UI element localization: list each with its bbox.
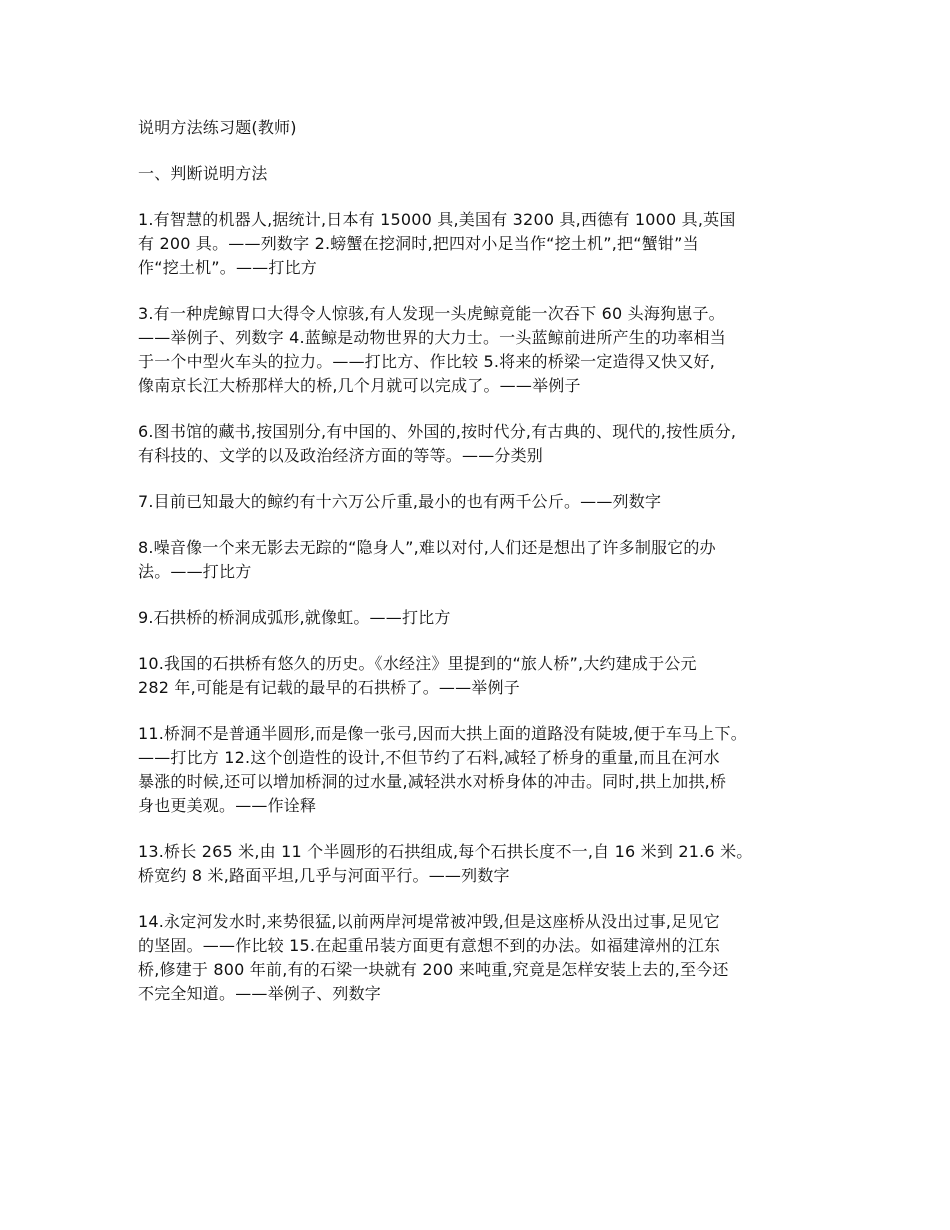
paragraph-line: 身也更美观。——作诠释 [138,796,317,815]
paragraph [138,490,820,514]
paragraph-line: 13.桥长 265 米,由 11 个半圆形的石拱组成,每个石拱长度不一,自 16 米到 21.6 米。 [138,842,753,861]
paragraph [138,420,820,468]
paragraph-line: 法。——打比方 [138,562,252,581]
paragraph-line: 14.永定河发水时,来势很猛,以前两岸河堤常被冲毁,但是这座桥从没出过事,足见它 [138,912,720,931]
paragraph [138,536,820,584]
paragraph-line: 桥,修建于 800 年前,有的石梁一块就有 200 来吨重,究竟是怎样安装上去的,至今还 [138,960,729,979]
paragraph-line: 3.有一种虎鲸胃口大得令人惊骇,有人发现一头虎鲸竟能一次吞下 60 头海狗崽子。 [138,304,725,323]
paragraph-line: 有 200 具。——列数字 2.螃蟹在挖洞时,把四对小足当作“挖土机”,把“蟹钳”当 [138,234,699,253]
paragraph-line: ——举例子、列数字 4.蓝鲸是动物世界的大力士。一头蓝鲸前进所产生的功率相当 [138,328,726,347]
paragraph-line: 的坚固。——作比较 15.在起重吊装方面更有意想不到的办法。如福建漳州的江东 [138,936,721,955]
paragraph [138,208,820,280]
paragraph [138,302,820,398]
paragraph-line: 不完全知道。——举例子、列数字 [138,984,382,1003]
paragraph-line: 9.石拱桥的桥洞成弧形,就像虹。——打比方 [138,608,451,627]
paragraph-line: 8.噪音像一个来无影去无踪的“隐身人”,难以对付,人们还是想出了许多制服它的办 [138,538,716,557]
paragraph-line: 暴涨的时候,还可以增加桥洞的过水量,减轻洪水对桥身体的冲击。同时,拱上加拱,桥 [138,772,727,791]
paragraph-line: 10.我国的石拱桥有悠久的历史。《水经注》里提到的“旅人桥”,大约建成于公元 [138,654,697,673]
paragraph-line: 作“挖土机”。——打比方 [138,258,317,277]
paragraph-line: 7.目前已知最大的鲸约有十六万公斤重,最小的也有两千公斤。——列数字 [138,492,662,511]
paragraph [138,606,820,630]
paragraph-line: 像南京长江大桥那样大的桥,几个月就可以完成了。——举例子 [138,376,581,395]
paragraph-line: 11.桥洞不是普通半圆形,而是像一张弓,因而大拱上面的道路没有陡坡,便于车马上下。 [138,724,747,743]
paragraph-line: 于一个中型火车头的拉力。——打比方、作比较 5.将来的桥梁一定造得又快又好, [138,352,716,371]
section-heading: 一、判断说明方法 [138,164,268,183]
document-title: 说明方法练习题(教师) [138,118,297,137]
paragraph-line: 有科技的、文学的以及政治经济方面的等等。——分类别 [138,446,544,465]
paragraph-list [138,208,820,1006]
paragraph-line: 1.有智慧的机器人,据统计,日本有 15000 具,美国有 3200 具,西德有 1000 具,英国 [138,210,736,229]
paragraph-line: 282 年,可能是有记载的最早的石拱桥了。——举例子 [138,678,520,697]
paragraph-line: ——打比方 12.这个创造性的设计,不但节约了石料,减轻了桥身的重量,而且在河水 [138,748,720,767]
paragraph [138,910,820,1006]
paragraph [138,722,820,818]
paragraph-line: 6.图书馆的藏书,按国别分,有中国的、外国的,按时代分,有古典的、现代的,按性质分, [138,422,737,441]
paragraph-line: 桥宽约 8 米,路面平坦,几乎与河面平行。——列数字 [138,866,510,885]
document-page [138,116,820,1028]
paragraph [138,840,820,888]
paragraph [138,652,820,700]
